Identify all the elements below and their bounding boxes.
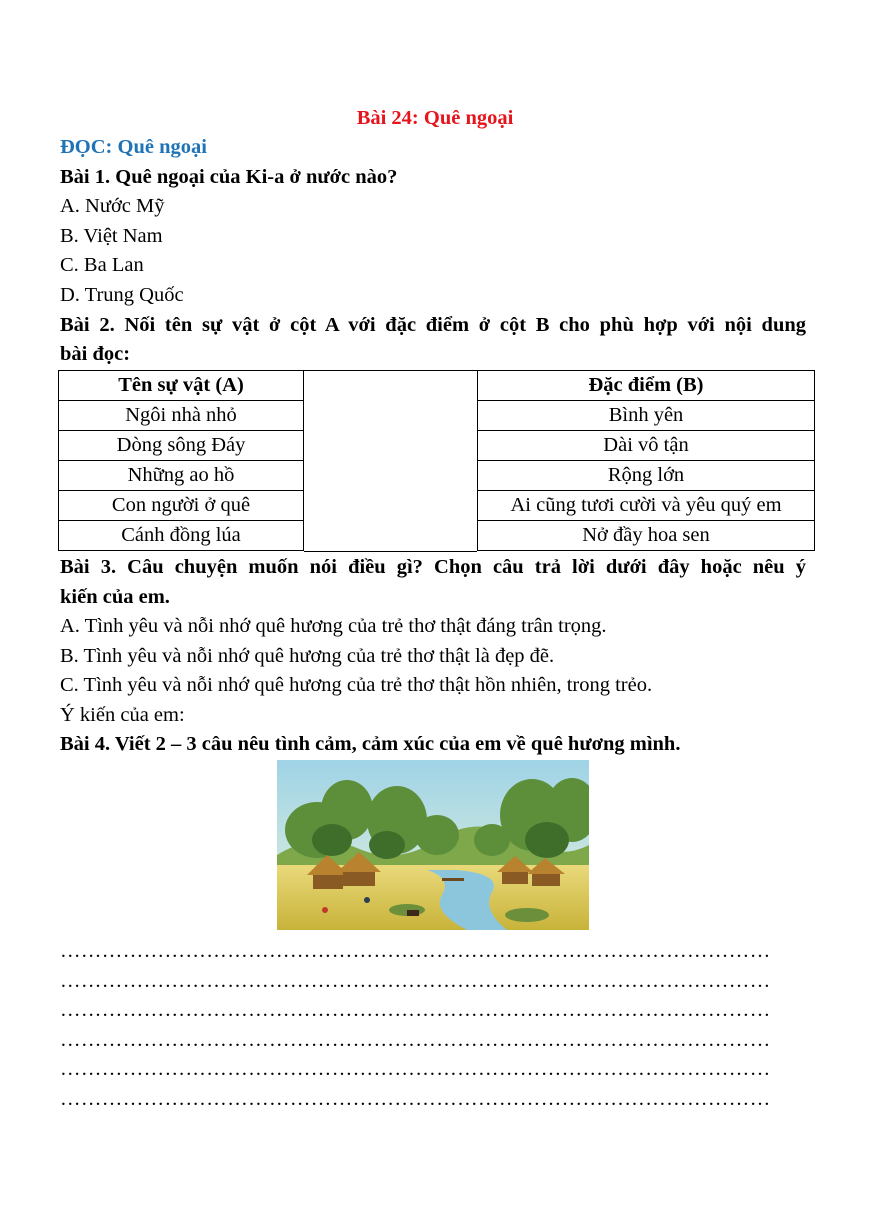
exercise-2-question-line-2: bài đọc: [60,343,131,365]
answer-line[interactable]: ………………………………………………………………………………………… [60,1058,771,1080]
exercise-4-question: Bài 4. Viết 2 – 3 câu nêu tình cảm, cảm xúc của em về quê hương mình. [60,733,681,755]
column-b-item: Ai cũng tươi cười và yêu quý em [478,491,815,521]
exercise-1-option-b: B. Việt Nam [60,225,163,247]
exercise-1-option-c: C. Ba Lan [60,254,144,276]
column-a-item: Ngôi nhà nhỏ [59,401,304,431]
matching-space [304,370,477,552]
exercise-3-question-line-1: Bài 3. Câu chuyện muốn nói điều gì? Chọn câu trả lời dưới đây hoặc nêu ý [60,556,806,578]
column-a-item: Dòng sông Đáy [59,431,304,461]
column-a-item: Cánh đồng lúa [59,521,304,551]
countryside-picture [277,760,589,930]
matching-blank[interactable] [304,371,477,552]
page-title: Bài 24: Quê ngoại [356,107,514,129]
exercise-2-question-line-1: Bài 2. Nối tên sự vật ở cột A với đặc điểm ở cột B cho phù hợp với nội dung [60,314,806,336]
column-b-item: Rộng lớn [478,461,815,491]
exercise-3-question-line-2: kiến của em. [60,586,170,608]
exercise-1-option-a: A. Nước Mỹ [60,195,165,217]
column-a-item: Con người ở quê [59,491,304,521]
exercise-3-option-a: A. Tình yêu và nỗi nhớ quê hương của trẻ thơ thật đáng trân trọng. [60,615,607,637]
answer-line[interactable]: ………………………………………………………………………………………… [60,1029,771,1051]
column-b-table [477,370,815,551]
answer-line[interactable]: ………………………………………………………………………………………… [60,1088,771,1110]
column-b-header: Đặc điểm (B) [478,371,815,401]
answer-line[interactable]: ………………………………………………………………………………………… [60,970,771,992]
exercise-3-option-c: C. Tình yêu và nỗi nhớ quê hương của trẻ thơ thật hồn nhiên, trong trẻo. [60,674,653,696]
exercise-1-option-d: D. Trung Quốc [60,284,184,306]
exercise-3-opinion-label: Ý kiến của em: [60,704,185,726]
column-b-item: Nở đầy hoa sen [478,521,815,551]
answer-line[interactable]: ………………………………………………………………………………………… [60,940,771,962]
answer-line[interactable]: ………………………………………………………………………………………… [60,999,771,1021]
column-b-item: Bình yên [478,401,815,431]
column-b-item: Dài vô tận [478,431,815,461]
countryside-village-illustration [277,760,589,930]
reading-heading: ĐỌC: Quê ngoại [60,136,207,158]
exercise-1-question: Bài 1. Quê ngoại của Ki-a ở nước nào? [60,166,398,188]
column-a-item: Những ao hồ [59,461,304,491]
exercise-3-option-b: B. Tình yêu và nỗi nhớ quê hương của trẻ thơ thật là đẹp đẽ. [60,645,555,667]
column-a-table [58,370,304,551]
column-a-header: Tên sự vật (A) [59,371,304,401]
